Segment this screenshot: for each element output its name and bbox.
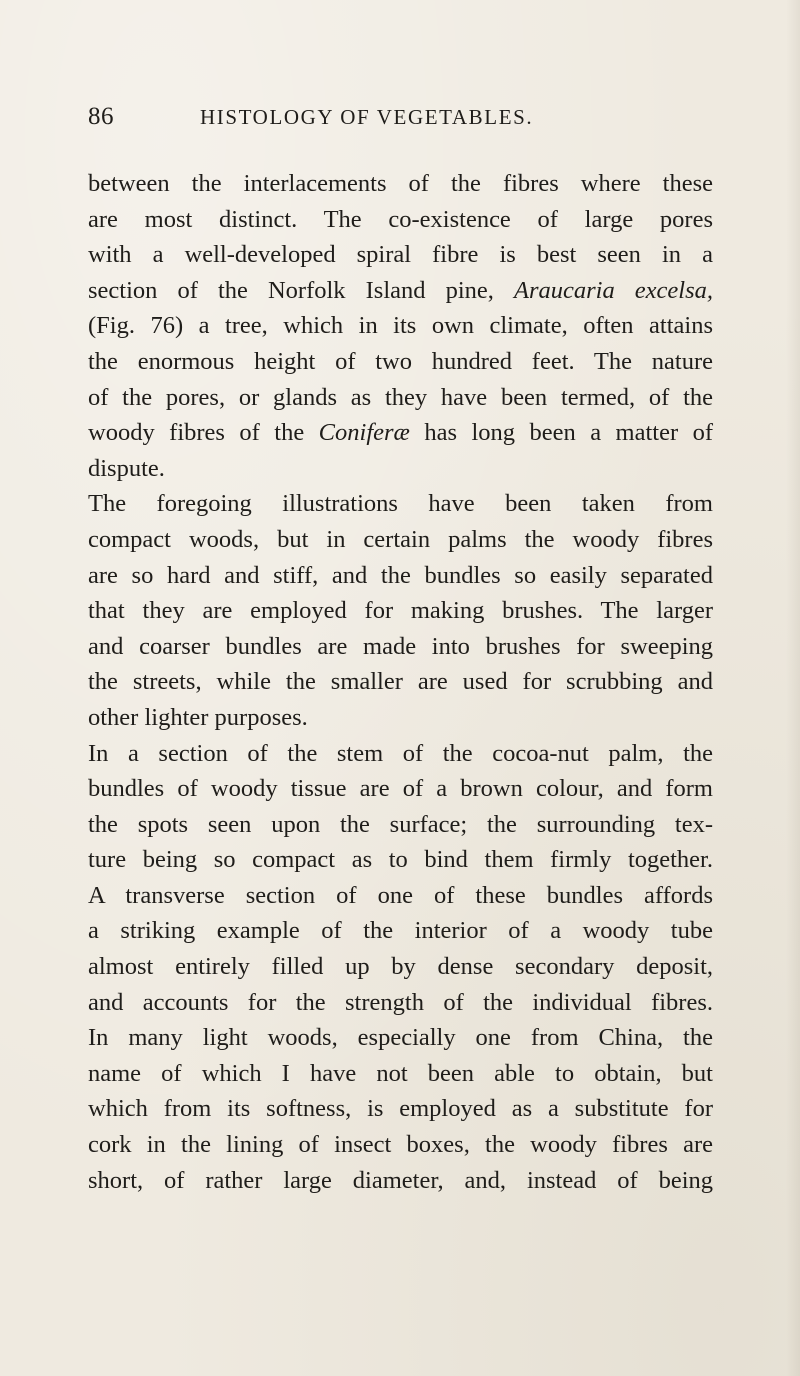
text-line: are so hard and stiff, and the bundles so easily separated <box>88 561 713 589</box>
text-line: name of which I have not been able to obtain, but <box>88 1059 713 1087</box>
running-head <box>88 103 728 137</box>
text-line: almost entirely filled up by dense secondary deposit, <box>88 953 713 981</box>
text-line: In many light woods, especially one from China, the <box>88 1024 713 1052</box>
text-line: The foregoing illustrations have been taken from <box>88 490 713 518</box>
text-line: cork in the lining of insect boxes, the woody fibres are <box>88 1131 713 1159</box>
text-line: A transverse section of one of these bundles affords <box>88 881 713 909</box>
body-text <box>88 166 713 1198</box>
text-line: ture being so compact as to bind them firmly together. <box>88 846 713 874</box>
running-title: HISTOLOGY OF VEGETABLES. <box>200 105 534 129</box>
text-line: short, of rather large diameter, and, instead of being <box>88 1166 713 1194</box>
text-line: woody fibres of the Coniferæ has long been a matter of <box>88 419 713 447</box>
text-line: the spots seen upon the surface; the surrounding tex- <box>88 810 713 838</box>
text-line: the streets, while the smaller are used for scrubbing and <box>88 668 713 696</box>
italic-family-name: Coniferæ <box>318 419 410 447</box>
text-line: and accounts for the strength of the individual fibres. <box>88 988 713 1016</box>
page-edge-shadow <box>786 0 800 1376</box>
italic-species-name: Araucaria excelsa, <box>513 276 713 304</box>
text-line: which from its softness, is employed as a substitute for <box>88 1095 713 1123</box>
text-line: between the interlacements of the fibres where these <box>88 170 713 197</box>
text-line: a striking example of the interior of a woody tube <box>88 917 713 945</box>
text-line: compact woods, but in certain palms the woody fibres <box>88 525 713 553</box>
text-line: that they are employed for making brushes. The larger <box>88 597 713 625</box>
text-line: (Fig. 76) a tree, which in its own climate, often attains <box>88 312 713 340</box>
text-line: are most distinct. The co-existence of large pores <box>88 205 713 233</box>
text-line: and coarser bundles are made into brushes for sweeping <box>88 632 713 660</box>
text-line: the enormous height of two hundred feet. The nature <box>88 347 713 375</box>
text-line: In a section of the stem of the cocoa-nut palm, the <box>88 739 713 767</box>
text-line: dispute. <box>88 454 165 482</box>
page-number: 86 <box>88 103 114 130</box>
text-line: section of the Norfolk Island pine, Araucaria excelsa, <box>88 276 713 304</box>
text-line: with a well-developed spiral fibre is best seen in a <box>88 241 713 269</box>
text-line: of the pores, or glands as they have been termed, of the <box>88 383 713 411</box>
text-line: bundles of woody tissue are of a brown colour, and form <box>88 775 713 803</box>
text-line: other lighter purposes. <box>88 703 308 731</box>
